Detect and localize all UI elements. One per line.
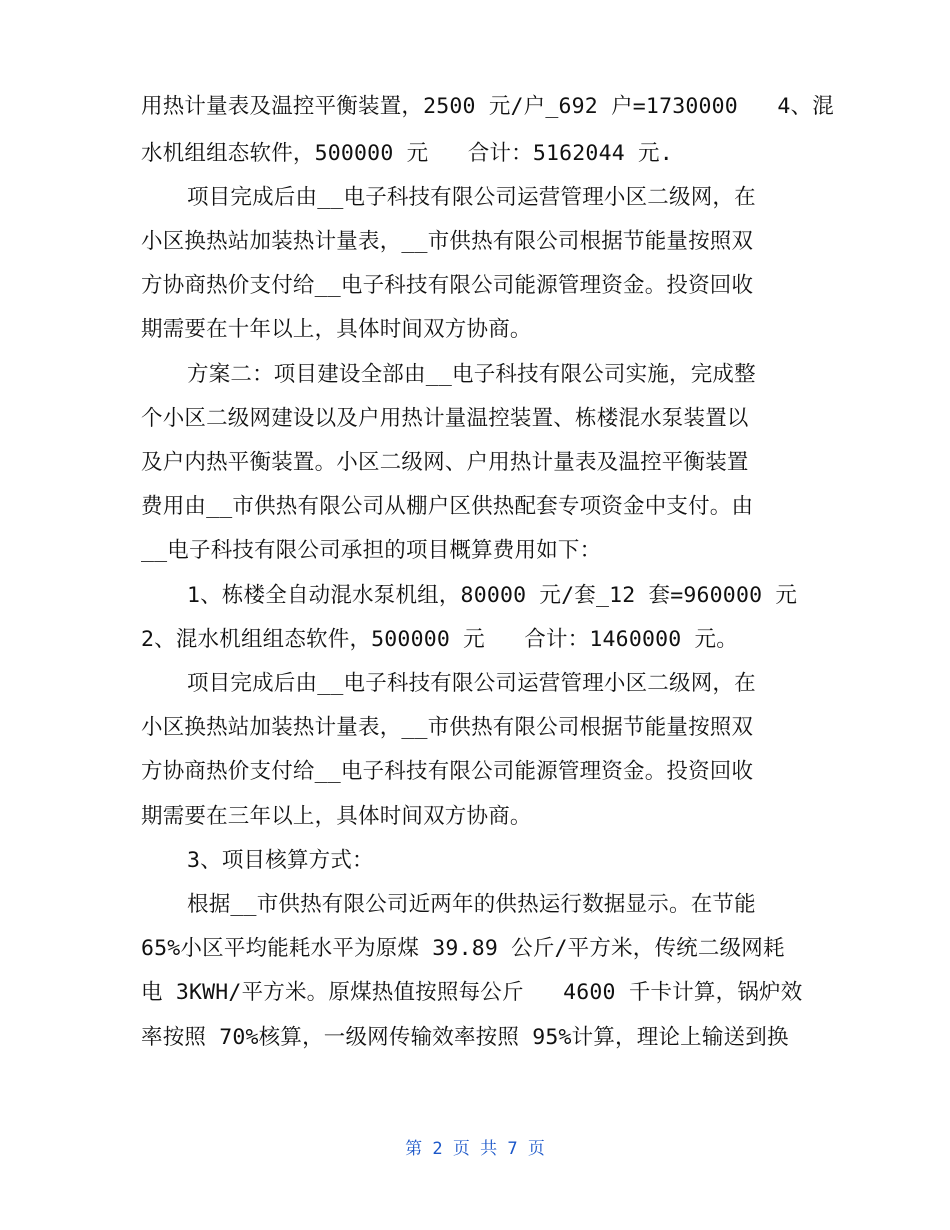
text-line: 水机组组态软件，500000 元 合计：5162044 元. [141, 141, 673, 166]
section-heading: 3、项目核算方式： [187, 848, 374, 873]
paragraph-start: 根据__市供热有限公司近两年的供热运行数据显示。在节能 [187, 892, 756, 917]
text-line: 小区换热站加装热计量表，__市供热有限公司根据节能量按照双 [141, 229, 754, 254]
page-number: 第 2 页 共 7 页 [405, 1139, 545, 1159]
paragraph-start: 方案二：项目建设全部由__电子科技有限公司实施，完成整 [187, 362, 756, 387]
text-line: 期需要在十年以上，具体时间双方协商。 [141, 317, 532, 342]
text-line: 小区换热站加装热计量表，__市供热有限公司根据节能量按照双 [141, 715, 754, 740]
text-line: 方协商热价支付给__电子科技有限公司能源管理资金。投资回收 [141, 759, 754, 784]
text-line: 率按照 70%核算，一级网传输效率按照 95%计算，理论上输送到换 [141, 1025, 789, 1050]
list-item: 1、栋楼全自动混水泵机组，80000 元/套_12 套=960000 元 [187, 583, 798, 608]
text-line: 费用由__市供热有限公司从棚户区供热配套专项资金中支付。由 [141, 494, 754, 519]
list-item: 2、混水机组组态软件，500000 元 合计：1460000 元。 [141, 627, 738, 652]
text-line: __电子科技有限公司承担的项目概算费用如下： [141, 538, 602, 563]
text-line: 方协商热价支付给__电子科技有限公司能源管理资金。投资回收 [141, 273, 754, 298]
paragraph-start: 项目完成后由__电子科技有限公司运营管理小区二级网，在 [187, 671, 756, 696]
text-line: 个小区二级网建设以及户用热计量温控装置、栋楼混水泵装置以 [141, 406, 749, 431]
paragraph-start: 项目完成后由__电子科技有限公司运营管理小区二级网，在 [187, 185, 756, 210]
text-line: 65%小区平均能耗水平为原煤 39.89 公斤/平方米，传统二级网耗 [141, 936, 785, 961]
text-line: 及户内热平衡装置。小区二级网、户用热计量表及温控平衡装置 [141, 450, 749, 475]
text-line: 用热计量表及温控平衡装置，2500 元/户_692 户=1730000 4、混 [141, 94, 834, 119]
text-line: 期需要在三年以上，具体时间双方协商。 [141, 804, 532, 829]
text-line: 电 3KWH/平方米。原煤热值按照每公斤 4600 千卡计算，锅炉效 [141, 980, 803, 1005]
